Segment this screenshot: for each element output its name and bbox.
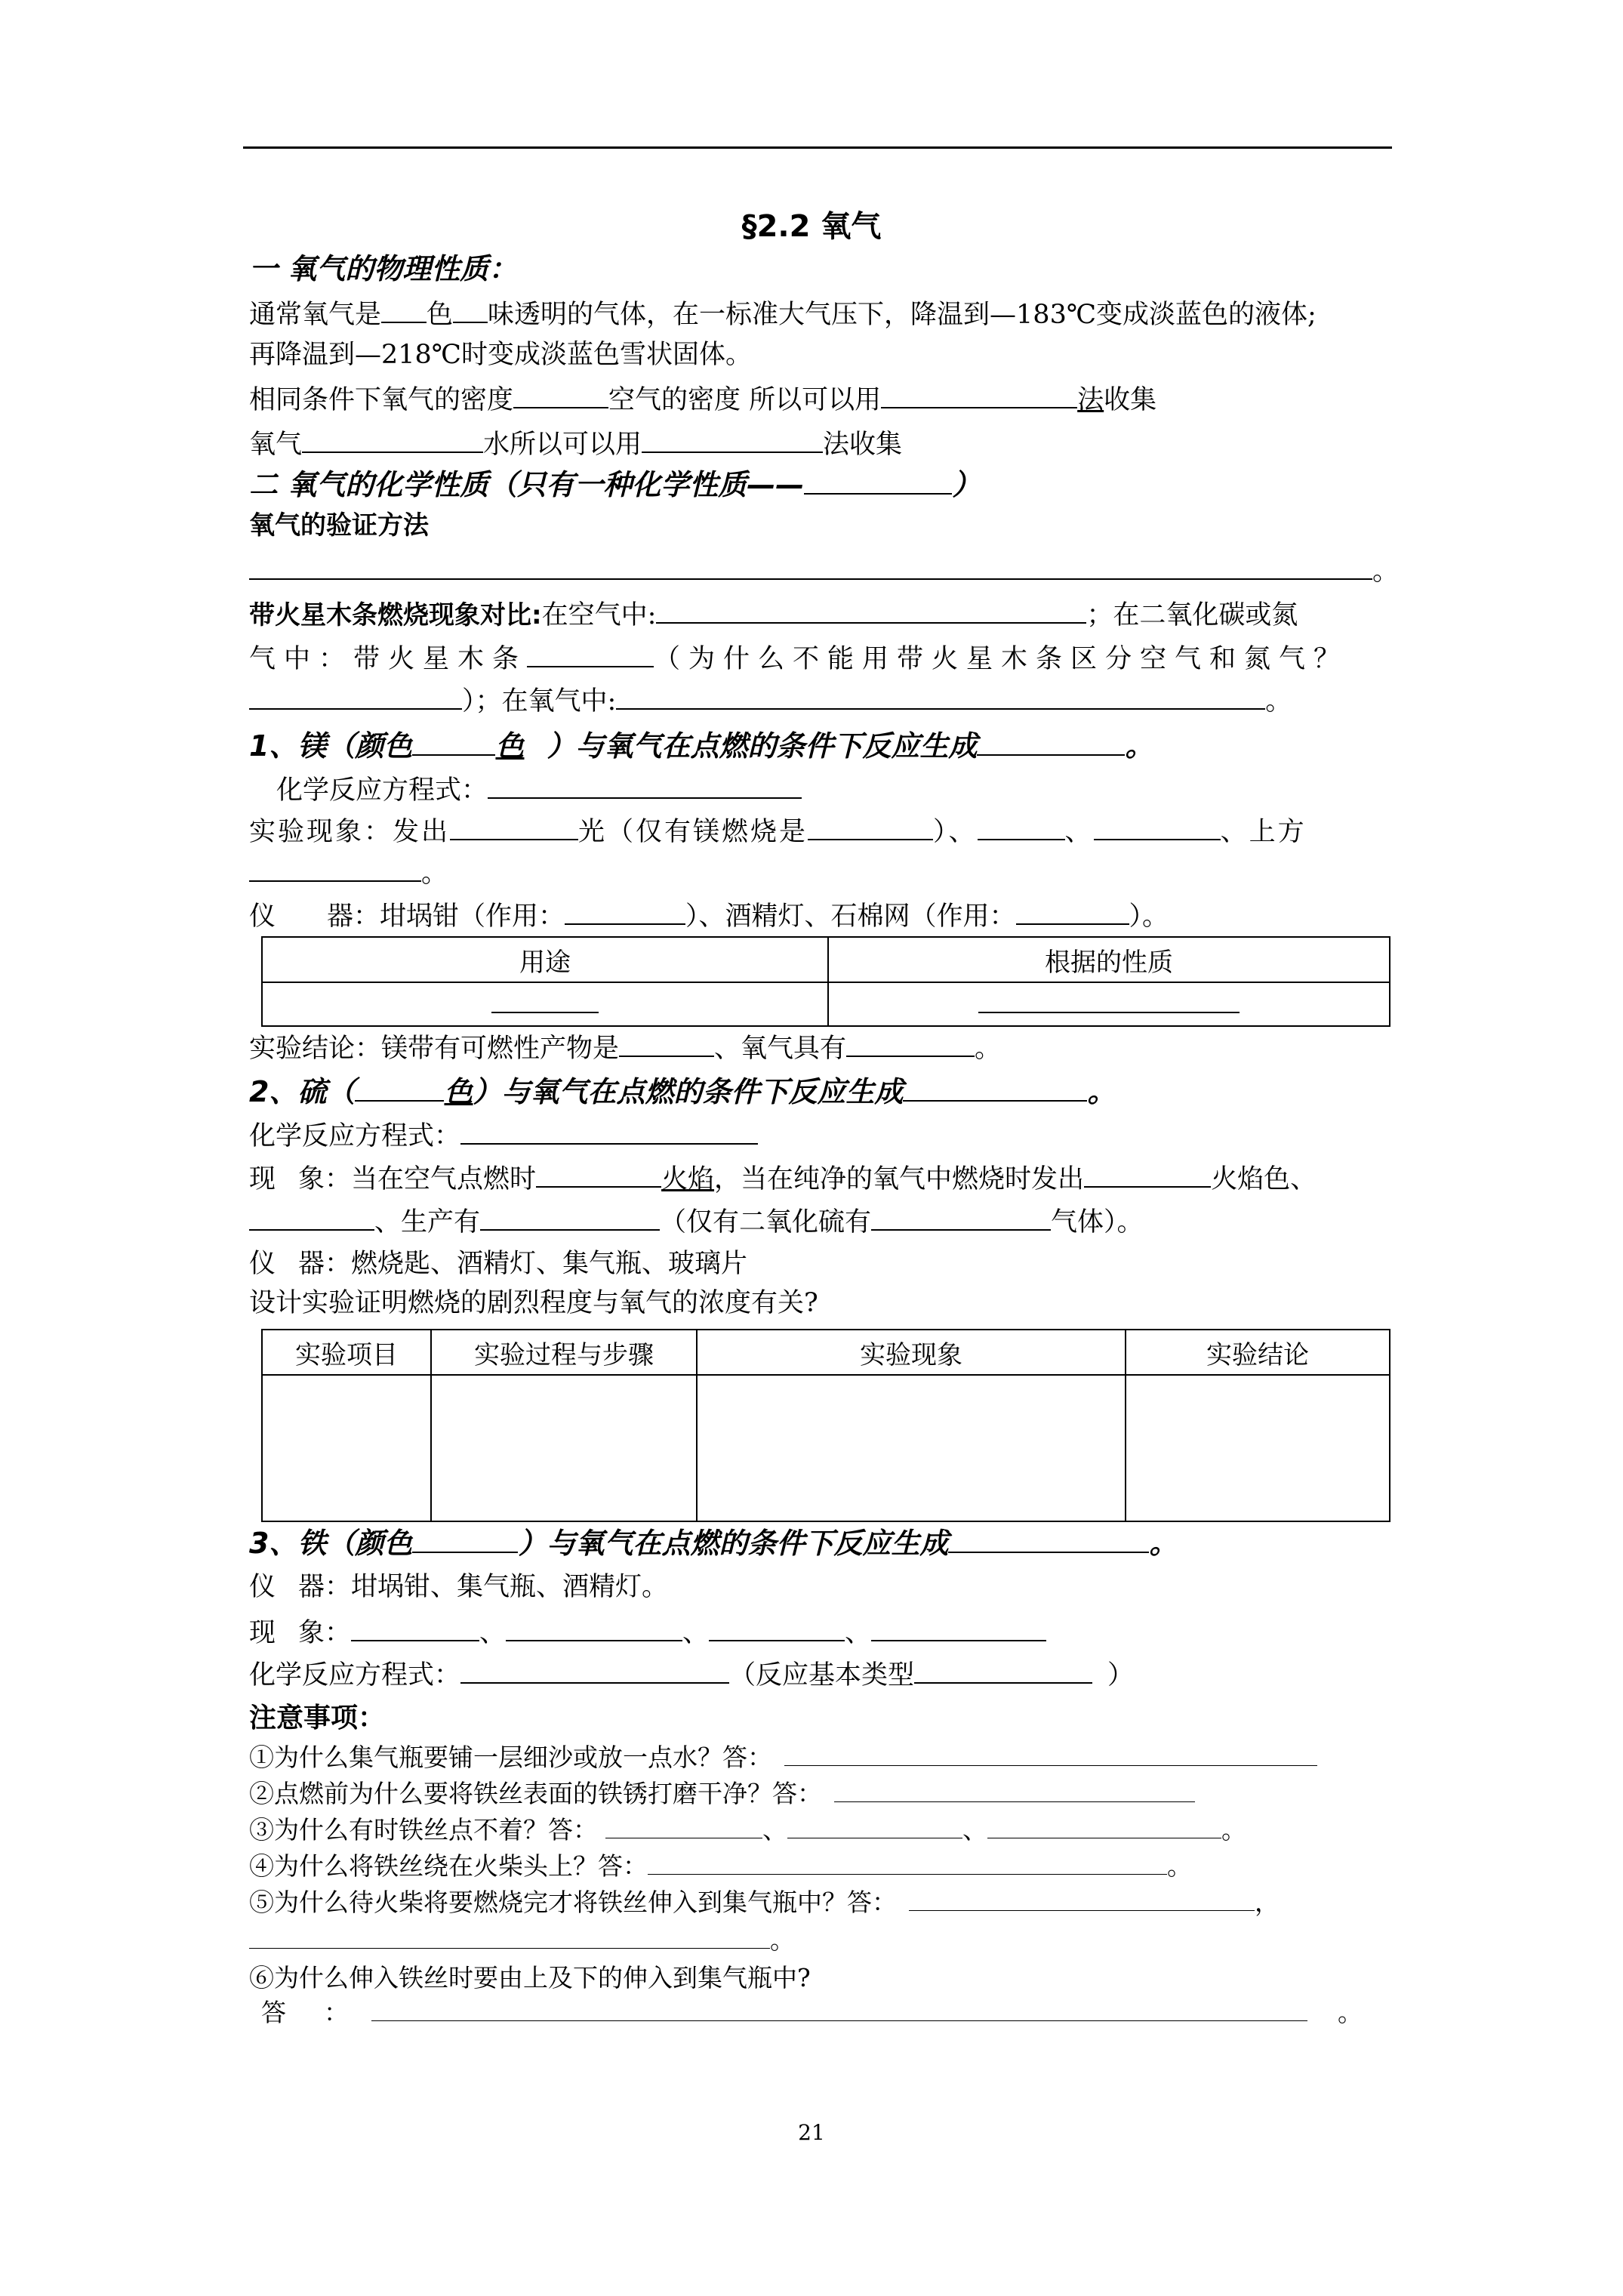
blank-mg-equation[interactable] bbox=[488, 770, 802, 799]
blank-collect-method-2[interactable] bbox=[642, 424, 823, 453]
s-equation-line: 化学反应方程式： bbox=[249, 1116, 1397, 1155]
blank-in-oxygen[interactable] bbox=[616, 681, 1265, 710]
compare-line-1: 带火星木条燃烧现象对比:在空气中: ；在二氧化碳或氮 bbox=[249, 595, 1397, 634]
blank-mg-phen-4[interactable] bbox=[249, 853, 421, 882]
mg-heading: 1、镁（颜色 色 ）与氧气在点燃的条件下反应生成 。 bbox=[249, 726, 1397, 766]
blank-s-color[interactable] bbox=[355, 1073, 444, 1102]
blank-note-2[interactable] bbox=[834, 1774, 1195, 1802]
blank-mg-conclusion-2[interactable] bbox=[846, 1028, 975, 1057]
mg-use-table bbox=[261, 936, 1390, 1027]
blank-note-3b[interactable] bbox=[787, 1811, 962, 1838]
physical-line-1: 通常氧气是 色 味透明的气体，在一标准大气压下，降温到—183℃变成淡蓝色的液体; bbox=[249, 294, 1397, 334]
blank-note-6[interactable] bbox=[371, 1993, 1307, 2021]
blank-solubility[interactable] bbox=[302, 424, 483, 453]
mg-conclusion-line: 实验结论：镁带有可燃性产物是 、氧气具有 。 bbox=[249, 1028, 1397, 1068]
notes-heading: 注意事项： bbox=[249, 1703, 386, 1734]
exp-cell-item[interactable] bbox=[262, 1375, 431, 1521]
fe-heading: 3、铁（颜色 ）与氧气在点燃的条件下反应生成 。 bbox=[249, 1524, 1397, 1563]
blank-smell[interactable] bbox=[453, 294, 488, 323]
mg-equation-line: 化学反应方程式： bbox=[276, 770, 1424, 809]
blank-s-gas[interactable] bbox=[480, 1202, 660, 1231]
blank-fe-phen-2[interactable] bbox=[506, 1613, 682, 1641]
experiment-table bbox=[261, 1329, 1390, 1522]
blank-mg-phen-2[interactable] bbox=[978, 812, 1065, 840]
blank-in-co2[interactable] bbox=[527, 639, 654, 667]
fe-equation-line: 化学反应方程式： （反应基本类型 ） bbox=[249, 1655, 1397, 1694]
page-title: §2.2 氧气 bbox=[741, 209, 882, 244]
physical-line-2: 再降温到—218℃时变成淡蓝色雪状固体。 bbox=[249, 340, 752, 370]
blank-so2-property[interactable] bbox=[871, 1202, 1051, 1231]
fe-phenomenon-line: 现 象： 、 、 、 bbox=[249, 1613, 1397, 1652]
verify-label: 氧气的验证方法 bbox=[249, 510, 429, 541]
note-2: ②点燃前为什么要将铁丝表面的铁锈打磨干净？答： bbox=[249, 1774, 1397, 1814]
exp-cell-conclusion[interactable] bbox=[1126, 1375, 1390, 1521]
blank-color[interactable] bbox=[381, 294, 427, 323]
blank-s-phen-2[interactable] bbox=[249, 1202, 374, 1231]
blank-note-3a[interactable] bbox=[605, 1811, 762, 1838]
section-2-heading: 二 氧气的化学性质（只有一种化学性质—— ） bbox=[249, 465, 1397, 504]
mg-table-cell-use bbox=[262, 982, 828, 1026]
blank-note-5[interactable] bbox=[909, 1883, 1255, 1911]
blank-fe-color[interactable] bbox=[412, 1524, 518, 1553]
blank-s-product[interactable] bbox=[903, 1073, 1087, 1102]
exp-header-item: 实验项目 bbox=[262, 1330, 431, 1375]
section-1-heading: 一 氧气的物理性质： bbox=[249, 252, 518, 285]
compare-line-2: 气中：带火星木条 （为什么不能用带火星木条区分空气和氮气？ bbox=[249, 639, 1397, 678]
s-phenomenon-line: 现 象：当在空气点燃时 火焰，当在纯净的氧气中燃烧时发出 火焰色、 bbox=[249, 1159, 1397, 1198]
mg-phenomenon-line: 实验现象：发出 光（仅有镁燃烧是 ）、 、 、上方 bbox=[249, 812, 1397, 851]
blank-verify-method[interactable] bbox=[249, 551, 1372, 580]
mg-phenomenon-line-2: 。 bbox=[249, 853, 1397, 892]
blank-why-not[interactable] bbox=[249, 681, 462, 710]
verify-line: 。 bbox=[249, 551, 1397, 590]
mg-table-header-use: 用途 bbox=[262, 937, 828, 982]
exp-header-steps: 实验过程与步骤 bbox=[431, 1330, 697, 1375]
blank-note-5b[interactable] bbox=[249, 1921, 770, 1949]
blank-note-4[interactable] bbox=[648, 1847, 1167, 1875]
blank-tongs-use[interactable] bbox=[565, 896, 685, 925]
fe-instrument-line: 仪 器：坩埚钳、集气瓶、酒精灯。 bbox=[249, 1572, 669, 1602]
blank-fe-product[interactable] bbox=[948, 1524, 1149, 1553]
blank-density[interactable] bbox=[513, 380, 608, 408]
note-5: ⑤为什么待火柴将要燃烧完才将铁丝伸入到集气瓶中？答： ， bbox=[249, 1883, 1397, 1922]
blank-fe-reaction-type[interactable] bbox=[914, 1655, 1092, 1684]
blank-mg-use[interactable] bbox=[491, 989, 599, 1013]
s-instrument-line: 仪 器：燃烧匙、酒精灯、集气瓶、玻璃片 bbox=[249, 1249, 748, 1279]
blank-s-o2-flame[interactable] bbox=[1084, 1159, 1211, 1188]
blank-fe-phen-4[interactable] bbox=[871, 1613, 1046, 1641]
blank-mg-phen-3[interactable] bbox=[1094, 812, 1221, 840]
mg-table-cell-property bbox=[828, 982, 1390, 1026]
blank-s-air-flame[interactable] bbox=[536, 1159, 661, 1188]
blank-mg-light[interactable] bbox=[450, 812, 578, 840]
note-5-continued: 。 bbox=[249, 1921, 1397, 1960]
physical-line-3: 相同条件下氧气的密度 空气的密度 所以可以用 法收集 bbox=[249, 380, 1397, 419]
s-design-question: 设计实验证明燃烧的剧烈程度与氧气的浓度有关? bbox=[249, 1288, 818, 1318]
note-1: ①为什么集气瓶要铺一层细沙或放一点水？答： bbox=[249, 1738, 1397, 1777]
exp-cell-steps[interactable] bbox=[431, 1375, 697, 1521]
mg-instrument-line: 仪 器：坩埚钳（作用： ）、酒精灯、石棉网（作用： ）。 bbox=[249, 896, 1397, 935]
physical-line-4: 氧气 水所以可以用 法收集 bbox=[249, 424, 1397, 464]
blank-mg-property[interactable] bbox=[978, 989, 1240, 1013]
blank-fe-phen-1[interactable] bbox=[351, 1613, 479, 1641]
compare-line-3: ）；在氧气中: 。 bbox=[249, 681, 1397, 720]
page-number: 21 bbox=[798, 2120, 825, 2145]
s-phenomenon-line-2: 、生产有 （仅有二氧化硫有 气体）。 bbox=[249, 1202, 1397, 1241]
blank-in-air[interactable] bbox=[656, 595, 1086, 624]
note-6-answer: 答 ： 。 bbox=[261, 1993, 1409, 2032]
s-heading: 2、硫（ 色）与氧气在点燃的条件下反应生成 。 bbox=[249, 1072, 1397, 1111]
note-4: ④为什么将铁丝绕在火柴头上？答： 。 bbox=[249, 1847, 1397, 1886]
blank-chemical-property[interactable] bbox=[804, 466, 952, 495]
note-3: ③为什么有时铁丝点不着？答： 、 、 。 bbox=[249, 1811, 1397, 1850]
blank-note-1[interactable] bbox=[784, 1738, 1317, 1766]
blank-note-3c[interactable] bbox=[987, 1811, 1221, 1838]
blank-gauze-use[interactable] bbox=[1016, 896, 1129, 925]
mg-table-header-property: 根据的性质 bbox=[828, 937, 1390, 982]
exp-cell-phenomenon[interactable] bbox=[697, 1375, 1126, 1521]
blank-collect-method-1[interactable] bbox=[881, 380, 1077, 408]
blank-mg-conclusion-1[interactable] bbox=[619, 1028, 714, 1057]
blank-fe-equation[interactable] bbox=[460, 1655, 729, 1684]
blank-mg-unique[interactable] bbox=[808, 812, 933, 840]
blank-mg-color[interactable] bbox=[412, 727, 495, 756]
exp-header-conclusion: 实验结论 bbox=[1126, 1330, 1390, 1375]
note-6: ⑥为什么伸入铁丝时要由上及下的伸入到集气瓶中? bbox=[249, 1963, 811, 1992]
blank-mg-product[interactable] bbox=[977, 727, 1125, 756]
blank-s-equation[interactable] bbox=[460, 1116, 758, 1145]
exp-header-phenomenon: 实验现象 bbox=[697, 1330, 1126, 1375]
blank-fe-phen-3[interactable] bbox=[709, 1613, 845, 1641]
header-rule bbox=[243, 146, 1392, 149]
